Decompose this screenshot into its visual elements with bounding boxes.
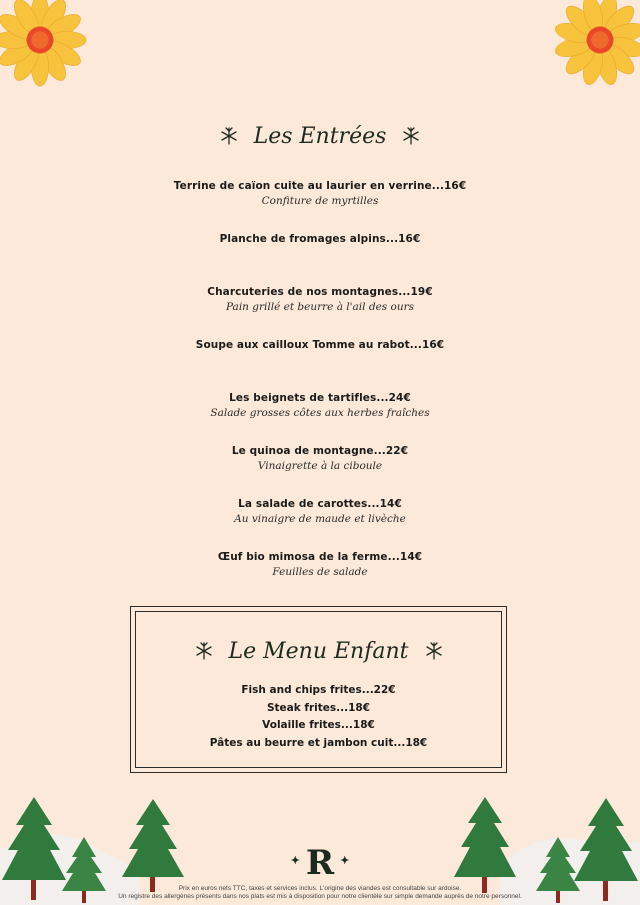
footer-line: Un registre des allergènes présents dans nos plats est mis à disposition pour notre clientèle sur simple demande auprès de notre personnel. bbox=[118, 893, 522, 900]
dish-name: Charcuteries de nos montagnes...19€ bbox=[207, 286, 433, 298]
dish-description: Vinaigrette à la ciboule bbox=[257, 460, 383, 472]
kids-menu-title-text: Le Menu Enfant bbox=[228, 639, 409, 664]
star-icon: ✦ bbox=[340, 854, 350, 867]
star-icon: ✦ bbox=[290, 854, 300, 867]
menu-item bbox=[0, 546, 640, 599]
menu-item bbox=[0, 493, 640, 546]
dish-description: Salade grosses côtes aux herbes fraîches bbox=[210, 407, 430, 419]
flower-icon bbox=[0, 0, 88, 88]
dish-name: Soupe aux cailloux Tomme au rabot...16€ bbox=[195, 339, 445, 351]
kids-menu-item: Steak frites...18€ bbox=[266, 701, 371, 714]
dish-name: Œuf bio mimosa de la ferme...14€ bbox=[217, 551, 423, 563]
dish-name: Planche de fromages alpins...16€ bbox=[219, 233, 421, 245]
dish-name: La salade de carottes...14€ bbox=[238, 498, 402, 510]
dish-description: Confiture de myrtilles bbox=[261, 195, 379, 207]
kids-menu-frame bbox=[130, 606, 507, 773]
dish-description: Pain grillé et beurre à l'ail des ours bbox=[225, 301, 415, 313]
footer-line: Prix en euros nets TTC, taxes et services inclus. L'origine des viandes est consultable sur ardoise. bbox=[178, 885, 462, 892]
logo-letter: R bbox=[305, 843, 335, 883]
dish-name: Terrine de caïon cuite au laurier en verrine...16€ bbox=[173, 180, 467, 192]
menu-item bbox=[0, 387, 640, 440]
entrees-list bbox=[0, 175, 640, 599]
kids-menu-list bbox=[131, 682, 506, 752]
sprig-icon bbox=[194, 641, 214, 661]
dish-description: Au vinaigre de maude et livèche bbox=[234, 513, 406, 525]
kids-menu-item: Fish and chips frites...22€ bbox=[241, 684, 396, 696]
menu-item bbox=[0, 228, 640, 281]
sprig-icon bbox=[424, 641, 444, 661]
flower-icon bbox=[552, 0, 640, 88]
menu-item bbox=[0, 440, 640, 493]
menu-item bbox=[0, 281, 640, 334]
sprig-icon bbox=[219, 126, 239, 146]
menu-item bbox=[0, 175, 640, 228]
dish-description: Feuilles de salade bbox=[272, 566, 368, 578]
kids-menu-item: Pâtes au beurre et jambon cuit...18€ bbox=[209, 736, 428, 749]
entrees-title bbox=[0, 124, 640, 149]
sprig-icon bbox=[401, 126, 421, 146]
dish-name: Le quinoa de montagne...22€ bbox=[231, 445, 409, 457]
kids-menu-item: Volaille frites...18€ bbox=[262, 719, 375, 731]
entrees-title-text: Les Entrées bbox=[253, 124, 387, 149]
restaurant-logo bbox=[0, 843, 640, 883]
kids-menu-title bbox=[131, 639, 506, 664]
footer-notice bbox=[0, 885, 640, 901]
menu-item bbox=[0, 334, 640, 387]
dish-name: Les beignets de tartifles...24€ bbox=[229, 392, 411, 404]
